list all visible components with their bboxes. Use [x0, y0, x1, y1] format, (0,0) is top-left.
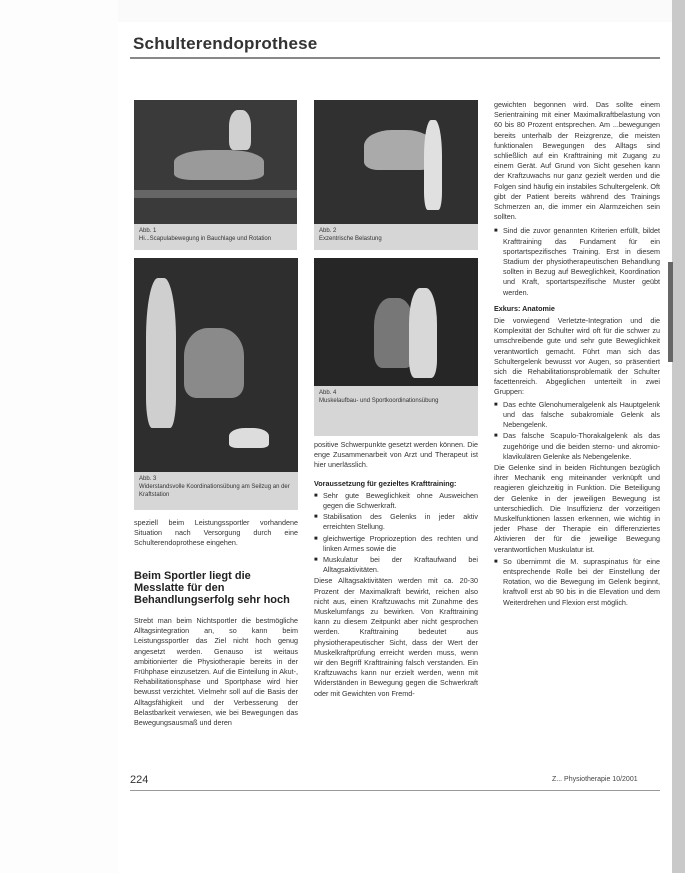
left-column-body — [134, 616, 298, 730]
page-number: 224 — [130, 774, 149, 786]
bullet-item: ■ Muskulatur bei der Kraftaufwand bei Alltagsaktivitäten. — [314, 555, 478, 575]
caption-label: Abb. 3 — [139, 476, 157, 482]
paragraph: positive Schwerpunkte gesetzt werden können. Die enge Zusammenarbeit von Arzt und Therapeut ist hier unerlässlich. — [314, 440, 478, 470]
caption-abb4 — [314, 386, 478, 436]
bullet-item: ■ Das echte Glenohumeralgelenk als Hauptgelenk und das falsche subakromiale Gelenk als Nebengelenk. — [494, 400, 660, 431]
caption-text: Muskelaufbau- und Sportkoordinationsübung — [319, 398, 439, 404]
bullet-item: ■ So übernimmt die M. supraspinatus für eine entsprechende Rolle bei der Einstellung der Rotation, wo die Bewegung im Gelenk beginnt, kraftvoll erst ab 90 bis in die Elevation und dem Weiterdrehen und Flexion erst möglich. — [494, 557, 660, 608]
caption-label: Abb. 2 — [319, 228, 337, 234]
left-column-intro — [134, 518, 298, 551]
caption-abb3 — [134, 472, 298, 510]
bullet-item: ■ Sehr gute Beweglichkeit ohne Ausweichen gegen die Schwerkraft. — [314, 491, 478, 511]
page-title: Schulterendoprothese — [133, 34, 318, 53]
caption-label: Abb. 4 — [319, 390, 337, 396]
photo-abb4 — [314, 258, 478, 386]
caption-label: Abb. 1 — [139, 228, 157, 234]
scan-border-right — [672, 0, 685, 873]
paragraph: Diese Alltagsaktivitäten werden mit ca. 20-30 Prozent der Maximalkraft bewirkt, reichen also nicht aus, einen Kraftzuwachs mit Zunahme des Muskelumfangs zu bewirken. Von Krafttraining kann zu diesem Zeitpunkt aber nicht gesprochen werden. Krafttraining bedeutet aus physiotherapeutischer Sicht, dass der Wert der Muskelkraftprüfung erreicht werden muss, wenn wir den Begriff Krafttraining falsch verstanden. Ein Kraftzuwachs kann nur erzielt werden, wenn mit Widerständen in Bewegung gegen die Schwerkraft oder mit Gewichten von Fremd- — [314, 576, 478, 698]
caption-text: Exzentrische Belastung — [319, 236, 382, 242]
journal-reference: Z... Physiotherapie 10/2001 — [552, 776, 638, 783]
header-rule — [130, 57, 660, 59]
paragraph: speziell beim Leistungssportler vorhandene Situation nach Versorgung durch eine Schulterendoprothese eingehen. — [134, 518, 298, 548]
right-column — [494, 100, 660, 609]
caption-text: Widerstandsvolle Koordinationsübung am Seilzug an der Kraftstation — [139, 484, 290, 498]
bullet-item: ■ Sind die zuvor genannten Kriterien erfüllt, bildet Krafttraining das Fundament für ein sportartspezifisches Training. Erst in diesem Stadium der physiotherapeutischen Behandlung sollten in Bezug auf Beweglichkeit, Koordination und Kraft, sportartspezifische Muster geübt werden. — [494, 226, 660, 297]
photo-abb2 — [314, 100, 478, 224]
paragraph: Die Gelenke sind in beiden Richtungen bezüglich ihrer Mechanik eng miteinander verknüpft und reagieren gleichzeitig in Funktion. Die Beteiligung der Gelenke in der jeweiligen Bewegung ist unterschiedlich. Die Insuffizienz der vorzeitigen Muskelfunktionen lassen erkennen, wie wichtig in jeder Phase der Therapie ein differenziertes Aktivieren der für die jeweilige Bewegung verantwortlichen Muskulatur ist. — [494, 462, 660, 554]
subsection-heading: Exkurs: Anatomie — [494, 303, 555, 313]
footer-rule — [130, 790, 660, 791]
caption-text: Hi...Scapulabewegung in Bauchlage und Rotation — [139, 236, 272, 242]
paragraph: Die vorwiegend Verletzte-Integration und die Komplexität der Schulter wird oft für die schwer zu umschreibende gute und sehr gute Beweglichkeit verantwortlich gemacht. Führt man sich das Schultergelenk bewusst vor Augen, so präsentiert sich die Rehabilitationsproblematik der Schulter facettenreich. Abgeglichen unterteilt in zwei Gruppen: — [494, 316, 660, 397]
bullet-item: ■ Das falsche Scapulo-Thorakalgelenk als das zugehörige und die beiden sterno- und akromio-klavikulären Gelenke als Nebengelenke. — [494, 431, 660, 462]
caption-abb2 — [314, 224, 478, 250]
paragraph: gewichten begonnen wird. Das sollte einem Serientraining mit einer Maximalkraftbelastung von 60 bis 80 Prozent entsprechen. Am ...bewegungen bereits unterhalb der Reizgrenze, die meisten funktionalen Bewegungen des Alltags sind schließlich auf ein Krafttraining mit Zugang zu einem Gerät. Auf Grund von Sicht gesehen kann der Kraftzuwachs nur ganz gezielt werden und die Folgen sind häufig ein instabiles Schultergelenk. Oft gibt der Patient bereits während des Trainings Schmerzen an, die immer ein Alarmzeichen sein sollten. — [494, 100, 660, 222]
side-tab-marker — [668, 262, 673, 362]
bullet-item: ■ Stabilisation des Gelenks in jeder aktiv erreichten Stellung. — [314, 512, 478, 532]
paragraph: Strebt man beim Nichtsportler die bestmögliche Alltagsintegration an, so kann beim Leistungssportler das Ziel nicht hoch genug angesetzt werden. Genauso ist weitaus ambitionierter die Physiotherapie bereits in der Frühphase einzusetzen. Auf die Einteilung in Akut-, Rehabilitationsphase und Sportphase wird hier bewusst verzichtet. Vielmehr soll auf die Basis der Alltagsfähigkeit und der Verbesserung der Belastbarkeit verwiesen, wie bei Bewegungen das Bewegungsausmaß und deren — [134, 616, 298, 728]
subsection-heading: Voraussetzung für gezieltes Krafttraining: — [314, 478, 457, 488]
caption-abb1 — [134, 224, 297, 250]
scan-border-left — [0, 0, 118, 873]
section-heading: Beim Sportler liegt die Messlatte für den Behandlungserfolg sehr hoch — [134, 570, 290, 606]
photo-abb3 — [134, 258, 298, 472]
photo-abb1 — [134, 100, 297, 224]
bullet-item: ■ gleichwertige Propriozeption des rechten und linken Armes sowie die — [314, 534, 478, 554]
middle-column — [314, 440, 478, 701]
